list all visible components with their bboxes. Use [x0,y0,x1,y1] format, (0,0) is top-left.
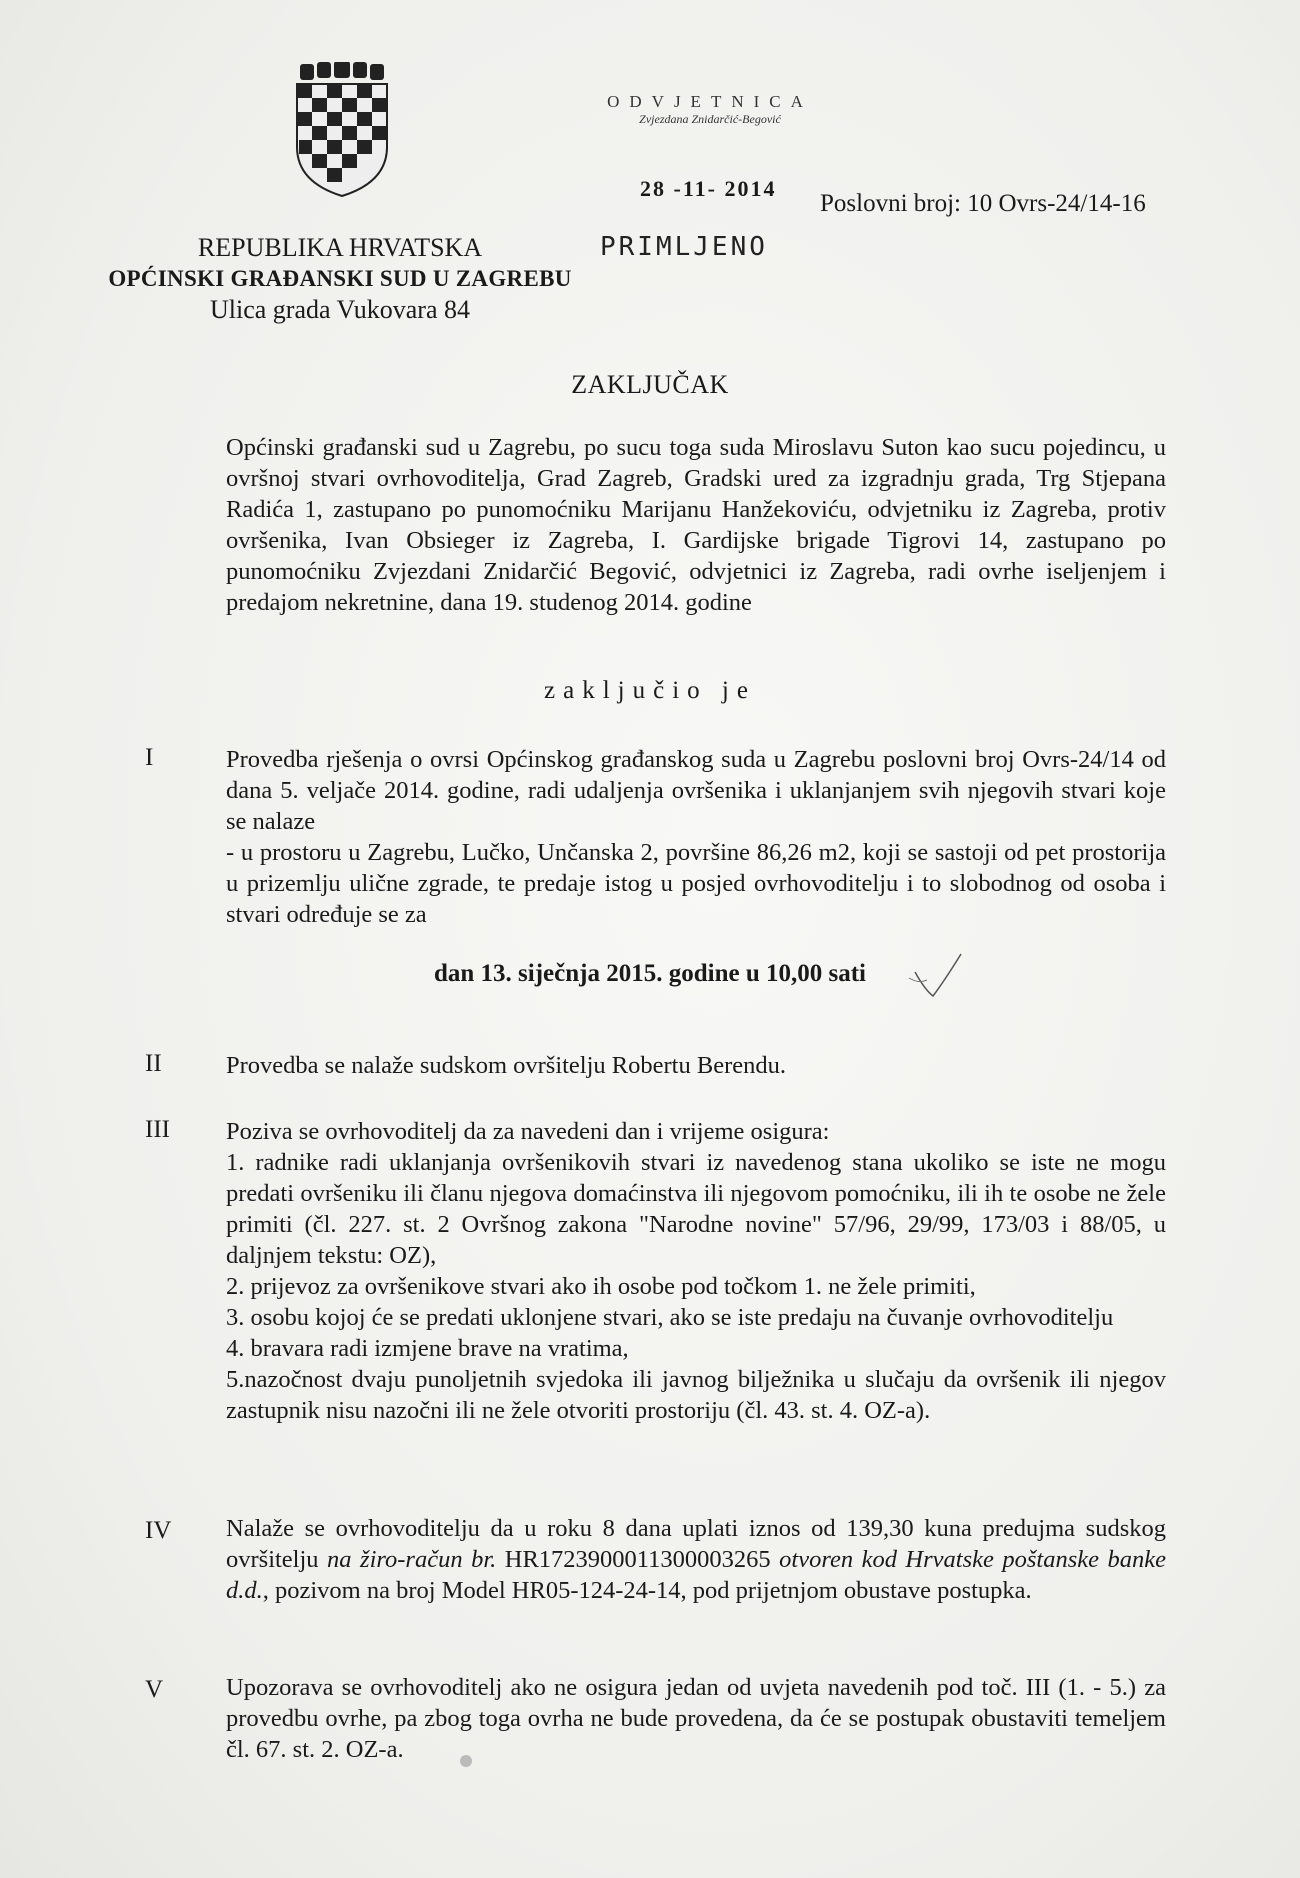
section-3 [226,1116,1166,1426]
scheduled-date-text: dan 13. siječnja 2015. godine u 10,00 sati [434,960,866,987]
section-1 [226,744,1166,930]
section-3-intro: Poziva se ovrhovoditelj da za navedeni dan i vrijeme osigura: [226,1118,830,1145]
stamp-name: Zvjezdana Znidarčić-Begović [639,112,781,126]
section-4-part: , pozivom na broj Model HR05-124-24-14, pod prijetnjom obustave postupka. [262,1577,1032,1604]
document-title: ZAKLJUČAK [571,370,729,399]
court-address: Ulica grada Vukovara 84 [209,295,471,324]
section-5-text: Upozorava se ovrhovoditelj ako ne osigura jedan od uvjeta navedenih pod toč. III (1. - 5.) za provedbu ovrhe, pa zbog toga ovrha ne bude provedena, da će se postupak obustaviti temeljem čl. 67. st. 2. OZ-a. [226,1674,1166,1763]
section-4-text [226,1513,1166,1606]
intro-paragraph: Općinski građanski sud u Zagrebu, po sucu toga suda Miroslavu Suton kao sucu pojedincu, u ovršnoj stvari ovrhovoditelja, Grad Zagreb, Gradski ured za izgradnju grada, Trg Stjepana Radića 1, zastupano po punomoćniku Marijanu Hanžekoviću, odvjetniku iz Zagreba, protiv ovršenika, Ivan Obsieger iz Zagreba, I. Gardijske brigade Tigrovi 14, zastupano po punomoćniku Zvjezdani Znidarčić Begović, odvjetnici iz Zagreba, radi ovrhe iseljenjem i predajom nekretnine, dana 19. studenog 2014. godine [226,434,1166,616]
country-name: REPUBLIKA HRVATSKA [197,233,483,262]
croatian-coat-of-arms-icon [292,62,392,197]
case-number: Poslovni broj: 10 Ovrs-24/14-16 [820,190,1146,217]
stamp-title: ODVJETNICA [607,92,813,111]
list-item: 5.nazočnost dvaju punoljetnih svjedoka ili javnog bilježnika u slučaju da ovršenik ili njegov zastupnik nisu nazočni ili ne žele otvoriti prostoriju (čl. 43. st. 4. OZ-a). [226,1366,1166,1424]
page-mark [460,1755,472,1767]
law-office-stamp [560,92,860,127]
section-number: II [145,1050,162,1077]
handwritten-check-mark-icon [905,950,965,1000]
section-number: IV [145,1517,172,1544]
section-1-paragraph: Provedba rješenja o ovrsi Općinskog građanskog suda u Zagrebu poslovni broj Ovrs-24/14 od dana 5. veljače 2014. godine, radi udaljenja ovršenika i uklanjanjem svih njegovih stvari koje se nalaze [226,746,1166,835]
section-number: V [145,1676,164,1703]
stamp-date: 28 -11- 2014 [640,176,777,201]
section-1-location: - u prostoru u Zagrebu, Lučko, Unčanska 2, površine 86,26 m2, koji se sastoji od pet prostorija u prizemlju ulične zgrade, te predaje istog u posjed ovrhovoditelju i to slobodnog od osoba i stvari određuje se za [226,839,1166,928]
decision-heading: zaključio je [544,677,756,704]
section-4-bank: otvoren kod Hrvatske poštanske banke d.d. [226,1546,1166,1604]
court-header [80,232,600,325]
section-4-account-label: na žiro-račun br. [327,1546,497,1573]
stamp-received: PRIMLJENO [600,232,768,262]
section-2-text: Provedba se nalaže sudskom ovršitelju Robertu Berendu. [226,1052,786,1079]
section-4-part: Nalaže se ovrhovoditelju da u roku 8 dana uplati iznos od 139,30 kuna predujma sudskog ovršitelju [226,1515,1166,1573]
section-4-account: HR1723900011300003265 [496,1546,780,1573]
list-item: 3. osobu kojoj će se predati uklonjene stvari, ako se iste predaju na čuvanje ovrhovoditelju [226,1304,1114,1331]
scheduled-date [0,960,1300,988]
section-number: I [145,744,154,771]
list-item: 2. prijevoz za ovršenikove stvari ako ih osobe pod točkom 1. ne žele primiti, [226,1273,976,1300]
court-name: OPĆINSKI GRAĐANSKI SUD U ZAGREBU [108,266,572,291]
list-item: 1. radnike radi uklanjanja ovršenikovih stvari iz navedenog stana ukoliko se iste ne mogu predati ovršeniku ili članu njegova domaćinstva ili njegovom pomoćniku, ili ih te osobe ne žele primiti (čl. 227. st. 2 Ovršnog zakona "Narodne novine" 57/96, 29/99, 173/03 i 88/05, u daljnjem tekstu: OZ), [226,1149,1166,1269]
section-number: III [145,1116,170,1143]
list-item: 4. bravara radi izmjene brave na vratima, [226,1335,629,1362]
